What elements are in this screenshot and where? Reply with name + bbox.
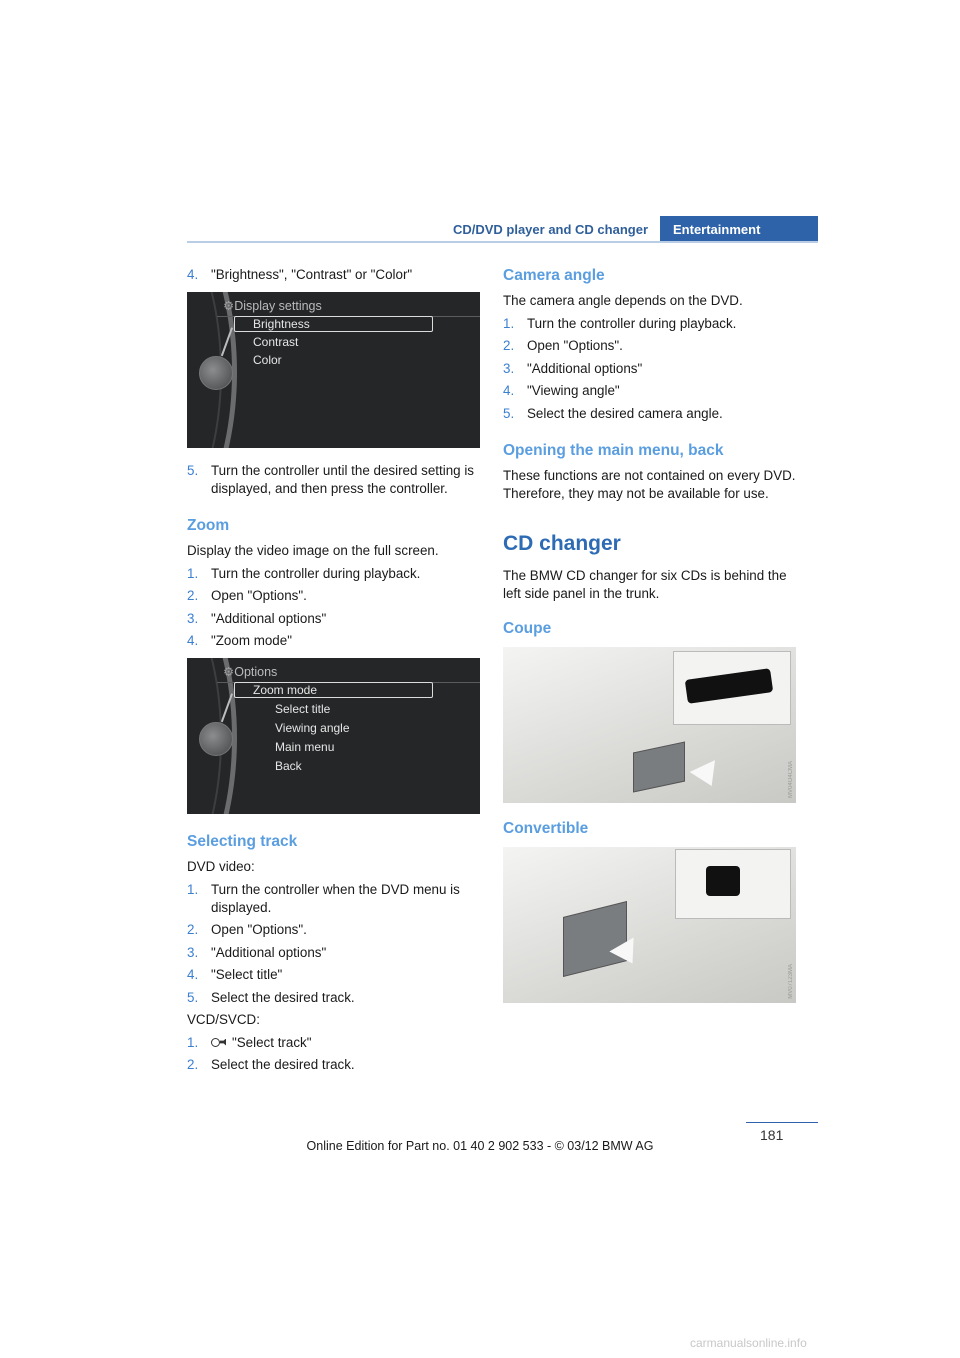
- step-item: 4. "Brightness", "Contrast" or "Color": [187, 267, 413, 282]
- controller-knob-icon: [199, 722, 233, 756]
- heading-zoom: Zoom: [187, 517, 230, 534]
- main-menu-text: These functions are not contained on every DVD. Therefore, they may not be available for use.: [503, 467, 796, 501]
- heading-camera-angle: Camera angle: [503, 267, 605, 284]
- step-item: 4. "Select title": [187, 967, 283, 982]
- coupe-trunk-photo: [503, 647, 796, 803]
- step-item: 1. Turn the controller during playback.: [187, 565, 421, 581]
- step-item: 1. Turn the controller during playback.: [503, 315, 737, 331]
- menu-item-select-title: Select title: [275, 702, 331, 716]
- menu-item-contrast: Contrast: [253, 335, 299, 349]
- step-item: 5. Select the desired track.: [187, 989, 355, 1005]
- menu-item-brightness: Brightness: [253, 317, 310, 331]
- menu-item-zoom-mode: Zoom mode: [253, 683, 318, 697]
- image-code: MV07123MA: [788, 963, 794, 999]
- step-item: 4. "Viewing angle": [503, 383, 620, 398]
- convertible-trunk-photo: [503, 847, 796, 1003]
- options-screen: [187, 658, 480, 814]
- page-number: 181: [760, 1127, 784, 1143]
- dvd-video-label: DVD video:: [187, 859, 255, 874]
- display-settings-screen: [187, 292, 480, 448]
- right-column: [503, 266, 803, 1017]
- chapter-tab: Entertainment: [660, 216, 818, 243]
- heading-convertible: Convertible: [503, 819, 589, 837]
- step-item: 2. Select the desired track.: [187, 1057, 355, 1072]
- controller-knob-icon: [199, 356, 233, 390]
- step-item: 1. "Select track": [187, 1034, 312, 1050]
- step-item: 4. "Zoom mode": [187, 633, 292, 648]
- page-number-rule: [746, 1122, 818, 1123]
- step-item: 3. "Additional options": [187, 610, 327, 626]
- edition-footer: Online Edition for Part no. 01 40 2 902 533 - © 03/12 BMW AG: [306, 1139, 654, 1153]
- step-item: 5. Turn the controller until the desired setting is displayed, and then press the controller.: [187, 463, 474, 496]
- heading-cd-changer: CD changer: [503, 531, 621, 555]
- step-item: 1. Turn the controller when the DVD menu is displayed.: [187, 881, 460, 915]
- cd-changer-unit: [685, 668, 774, 704]
- cd-changer-text: The BMW CD changer for six CDs is behind the left side panel in the trunk.: [503, 567, 787, 601]
- step-item: 3. "Additional options": [187, 944, 327, 960]
- image-code: MV04O4CMA: [788, 761, 794, 799]
- menu-item-color: Color: [253, 353, 282, 367]
- menu-item-main-menu: Main menu: [275, 740, 335, 754]
- menu-item-viewing-angle: Viewing angle: [275, 721, 350, 735]
- step-item: 5. Select the desired camera angle.: [503, 405, 723, 421]
- step-item: 2. Open "Options".: [187, 922, 307, 937]
- cd-speaker-icon: [211, 1037, 227, 1048]
- vcd-svcd-label: VCD/SVCD:: [187, 1012, 260, 1027]
- step-item: 2. Open "Options".: [503, 338, 623, 353]
- heading-coupe: Coupe: [503, 619, 552, 637]
- menu-item-back: Back: [275, 759, 302, 773]
- section-title: CD/DVD player and CD changer: [452, 222, 648, 237]
- cd-changer-unit: [706, 866, 740, 896]
- heading-main-menu-back: Opening the main menu, back: [503, 441, 724, 459]
- step-item: 3. "Additional options": [503, 360, 643, 376]
- cd-changer-closeup: [675, 849, 791, 919]
- camera-intro: The camera angle depends on the DVD.: [503, 293, 743, 308]
- heading-selecting-track: Selecting track: [187, 833, 298, 850]
- screen-title: ⚙ Options: [223, 664, 277, 679]
- header-rule: [187, 241, 818, 243]
- step-item: 2. Open "Options".: [187, 588, 307, 603]
- cd-changer-closeup: [673, 651, 791, 725]
- zoom-intro: Display the video image on the full screen.: [187, 543, 439, 558]
- screen-title: ⚙ Display settings: [223, 298, 322, 313]
- left-column: [187, 266, 487, 1079]
- watermark: carmanualsonline.info: [690, 1336, 807, 1350]
